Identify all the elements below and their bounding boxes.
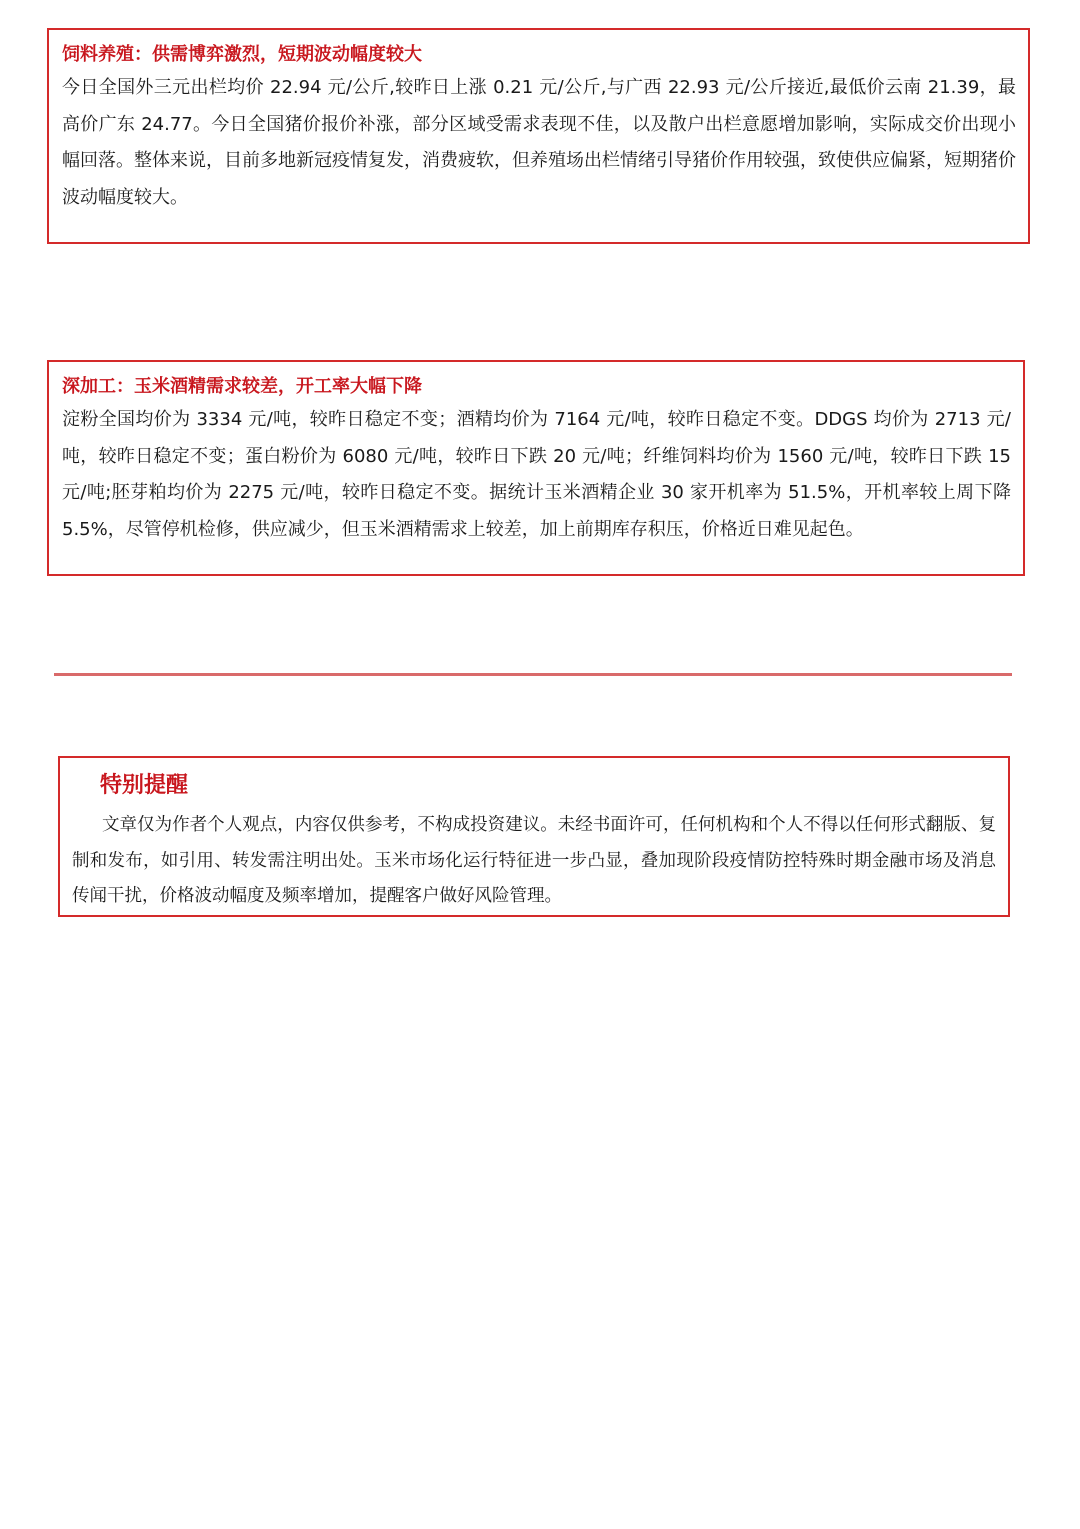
special-notice-box bbox=[58, 756, 1010, 917]
section-title: 深加工：玉米酒精需求较差，开工率大幅下降 bbox=[62, 376, 422, 397]
section-title: 饲料养殖：供需博弈激烈，短期波动幅度较大 bbox=[62, 44, 422, 65]
deep-processing-section bbox=[47, 360, 1025, 576]
feed-breeding-section bbox=[47, 28, 1030, 244]
section-body: 今日全国外三元出栏均价 22.94 元/公斤,较昨日上涨 0.21 元/公斤,与广西 22.93 元/公斤接近,最低价云南 21.39，最高价广东 24.77。今日全国猪价报价补涨，部分区域受需求表现不佳，以及散户出栏意愿增加影响，实际成交价出现小幅回落。整体来说，目前多地新冠疫情复发，消费疲软，但养殖场出栏情绪引导猪价作用较强，致使供应偏紧，短期猪价波动幅度较大。 bbox=[62, 77, 1016, 208]
notice-body: 文章仅为作者个人观点，内容仅供参考，不构成投资建议。未经书面许可，任何机构和个人不得以任何形式翻版、复制和发布，如引用、转发需注明出处。玉米市场化运行特征进一步凸显，叠加现阶段疫情防控特殊时期金融市场及消息传闻干扰，价格波动幅度及频率增加，提醒客户做好风险管理。 bbox=[72, 815, 996, 906]
section-body: 淀粉全国均价为 3334 元/吨，较昨日稳定不变；酒精均价为 7164 元/吨，较昨日稳定不变。DDGS 均价为 2713 元/吨，较昨日稳定不变；蛋白粉价为 6080 元/吨，较昨日下跌 20 元/吨；纤维饲料均价为 1560 元/吨，较昨日下跌 15 元/吨;胚芽粕均价为 2275 元/吨，较昨日稳定不变。据统计玉米酒精企业 30 家开机率为 51.5%，开机率较上周下降 5.5%，尽管停机检修，供应减少，但玉米酒精需求上较差，加上前期库存积压，价格近日难见起色。 bbox=[62, 409, 1011, 540]
section-divider bbox=[54, 673, 1012, 676]
notice-title: 特别提醒 bbox=[100, 773, 189, 798]
